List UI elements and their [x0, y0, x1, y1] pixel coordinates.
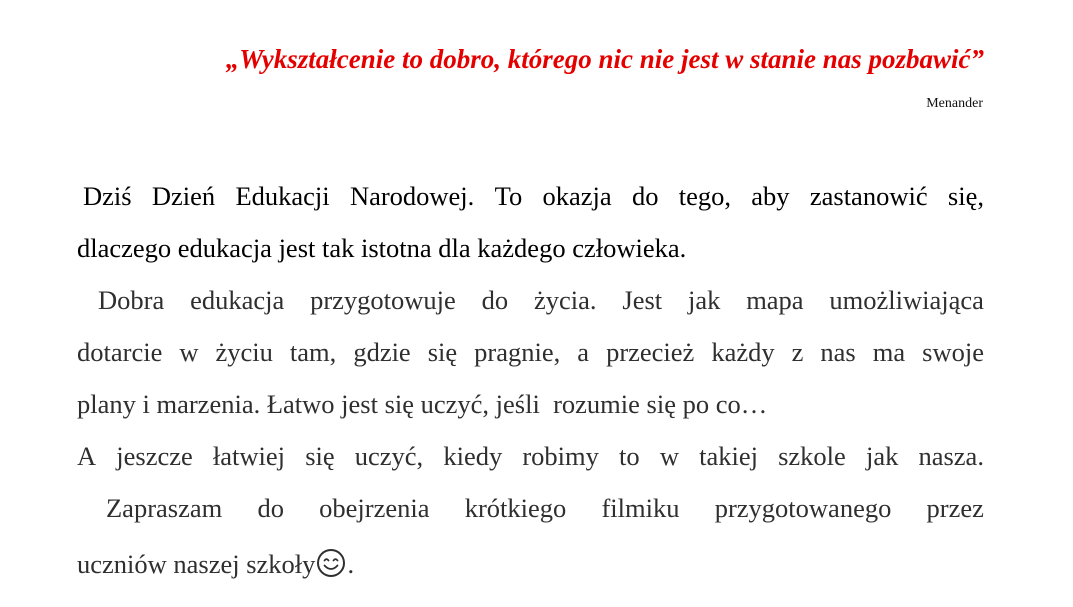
- paragraph-line-8-end: .: [347, 549, 355, 579]
- word: z: [791, 337, 804, 367]
- word: do: [631, 181, 659, 211]
- word: Zapraszam: [106, 493, 223, 523]
- word: Jest: [622, 285, 663, 315]
- word: w: [179, 337, 199, 367]
- paragraph-line-5: [77, 389, 984, 419]
- word: gdzie: [353, 337, 411, 367]
- word: filmiku: [601, 493, 680, 523]
- word: zastanowić: [809, 181, 928, 211]
- word: się: [427, 337, 458, 367]
- word: nasza.: [918, 441, 984, 471]
- paragraph-line-6: [77, 441, 984, 471]
- paragraph-line-3: [77, 285, 984, 315]
- word: do: [481, 285, 509, 315]
- word: do: [257, 493, 284, 523]
- word: szkole: [778, 441, 846, 471]
- word: tego,: [678, 181, 731, 211]
- word: tam,: [289, 337, 337, 367]
- word: przecież: [606, 337, 695, 367]
- smiling-face-icon: [316, 548, 346, 584]
- word: łatwiej: [212, 441, 286, 471]
- paragraph-line-8: [77, 548, 984, 584]
- word: nas: [820, 337, 856, 367]
- word: A: [77, 441, 97, 471]
- paragraph-line-7: [77, 493, 984, 523]
- word: krótkiego: [464, 493, 567, 523]
- word: życiu: [215, 337, 273, 367]
- word: umożliwiająca: [829, 285, 984, 315]
- word: Dziś: [83, 181, 132, 211]
- word: przygotowanego: [714, 493, 892, 523]
- word: edukacja: [190, 285, 285, 315]
- word: mapa: [746, 285, 804, 315]
- paragraph-line-4: [77, 337, 984, 367]
- word: Narodowej.: [349, 181, 475, 211]
- word: Dobra: [98, 285, 165, 315]
- word: w: [659, 441, 679, 471]
- word: to: [619, 441, 640, 471]
- word: aby: [751, 181, 790, 211]
- word: jak: [865, 441, 899, 471]
- word: jeszcze: [116, 441, 193, 471]
- word: życia.: [534, 285, 597, 315]
- word: Edukacji: [235, 181, 330, 211]
- quote-author: Menander: [926, 96, 983, 111]
- word: przez: [926, 493, 984, 523]
- word: każdy: [711, 337, 775, 367]
- paragraph-line-2: dlaczego edukacja jest tak istotna dla każdego człowieka.: [77, 233, 687, 263]
- word: okazja: [542, 181, 612, 211]
- paragraph-line-1: [77, 181, 984, 211]
- word: się: [305, 441, 335, 471]
- word: takiej: [699, 441, 758, 471]
- word: jak: [687, 285, 721, 315]
- quote-text: „Wykształcenie to dobro, którego nic nie jest w stanie nas pozbawić”: [225, 44, 984, 74]
- word: Dzień: [151, 181, 216, 211]
- word: przygotowuje: [310, 285, 456, 315]
- word: To: [494, 181, 523, 211]
- word: uczyć,: [354, 441, 424, 471]
- word: ma: [872, 337, 906, 367]
- word: swoje: [922, 337, 984, 367]
- paragraph-line-8-text: uczniów naszej szkoły: [77, 549, 316, 579]
- word: dotarcie: [77, 337, 163, 367]
- word: się,: [947, 181, 984, 211]
- word: a: [577, 337, 590, 367]
- word: obejrzenia: [319, 493, 430, 523]
- word: robimy: [522, 441, 599, 471]
- word: kiedy: [443, 441, 503, 471]
- paragraph-line-5-text: plany i marzenia. Łatwo jest się uczyć, jeśli rozumie się po co…: [77, 389, 768, 419]
- word: pragnie,: [474, 337, 561, 367]
